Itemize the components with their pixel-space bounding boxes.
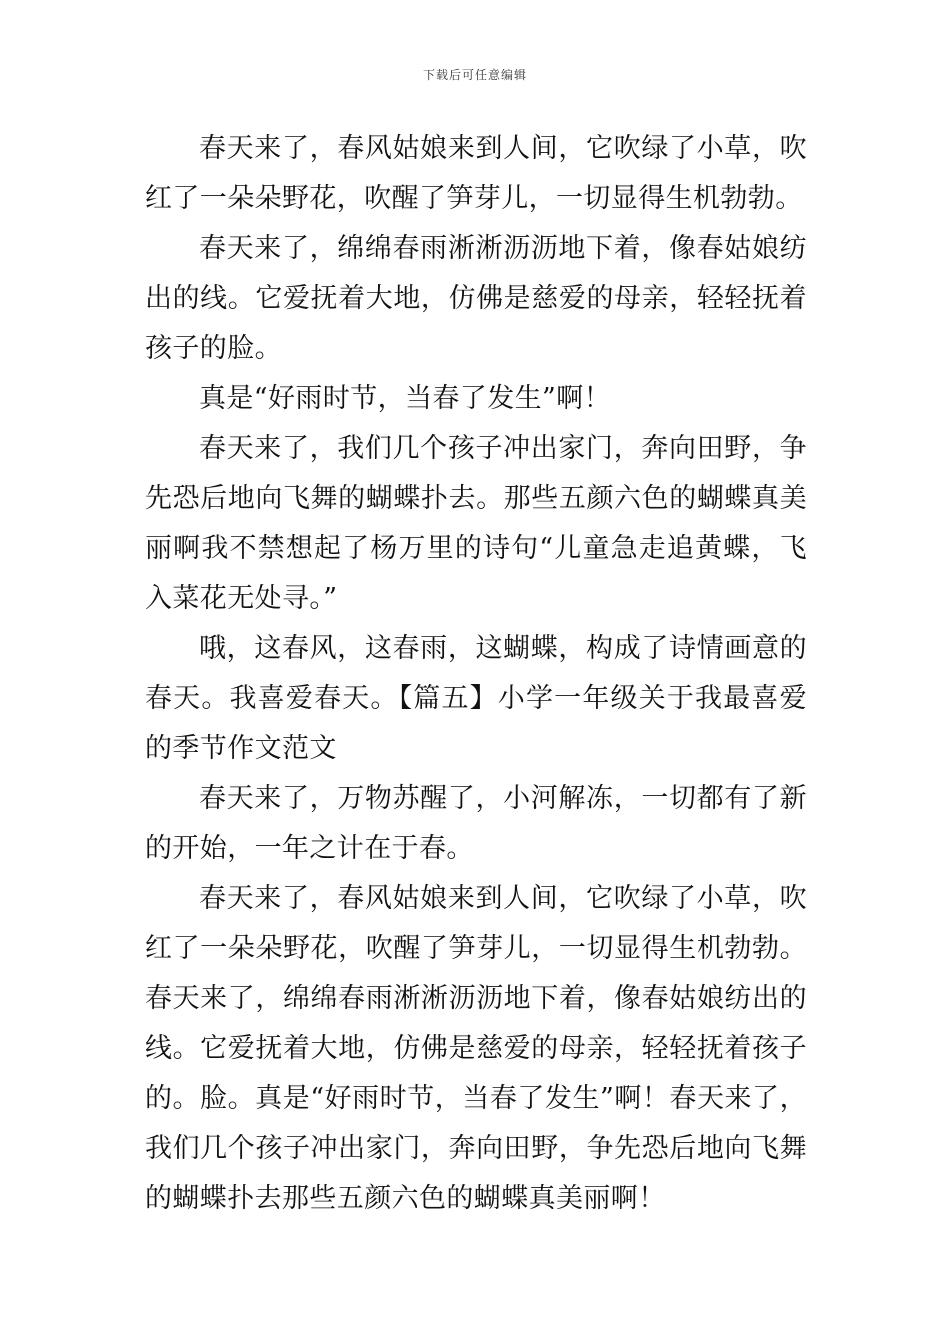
paragraph-3: 真是“好雨时节，当春了发生”啊！ — [199, 383, 612, 414]
paragraph-1: 春天来了，春风姑娘来到人间，它吹绿了小草，吹红了一朵朵野花，吹醒了笋芽儿，一切显得生机勃勃。 — [145, 133, 807, 214]
paragraph-2: 春天来了，绵绵春雨淅淅沥沥地下着，像春姑娘纺出的线。它爱抚着大地，仿佛是慈爱的母亲，轻轻抚着孩子的脸。 — [145, 233, 807, 364]
paragraph-5: 哦，这春风，这春雨，这蝴蝶，构成了诗情画意的春天。我喜爱春天。【篇五】小学一年级关于我最喜爱的季节作文范文 — [145, 633, 807, 764]
page-header: 下载后可任意编辑 — [422, 68, 527, 82]
paragraph-4: 春天来了，我们几个孩子冲出家门，奔向田野，争先恐后地向飞舞的蝴蝶扑去。那些五颜六色的蝴蝶真美丽啊我不禁想起了杨万里的诗句“儿童急走追黄蝶，飞入菜花无处寻。” — [145, 433, 807, 614]
document-body — [145, 124, 807, 1224]
paragraph-7: 春天来了，春风姑娘来到人间，它吹绿了小草，吹红了一朵朵野花，吹醒了笋芽儿，一切显得生机勃勃。春天来了，绵绵春雨淅淅沥沥地下着，像春姑娘纺出的线。它爱抚着大地，仿佛是慈爱的母亲，轻轻抚着孩子的。脸。真是“好雨时节，当春了发生”啊！春天来了，我们几个孩子冲出家门，奔向田野，争先恐后地向飞舞的蝴蝶扑去那些五颜六色的蝴蝶真美丽啊！ — [145, 883, 807, 1214]
paragraph-6: 春天来了，万物苏醒了，小河解冻，一切都有了新的开始，一年之计在于春。 — [145, 783, 807, 864]
